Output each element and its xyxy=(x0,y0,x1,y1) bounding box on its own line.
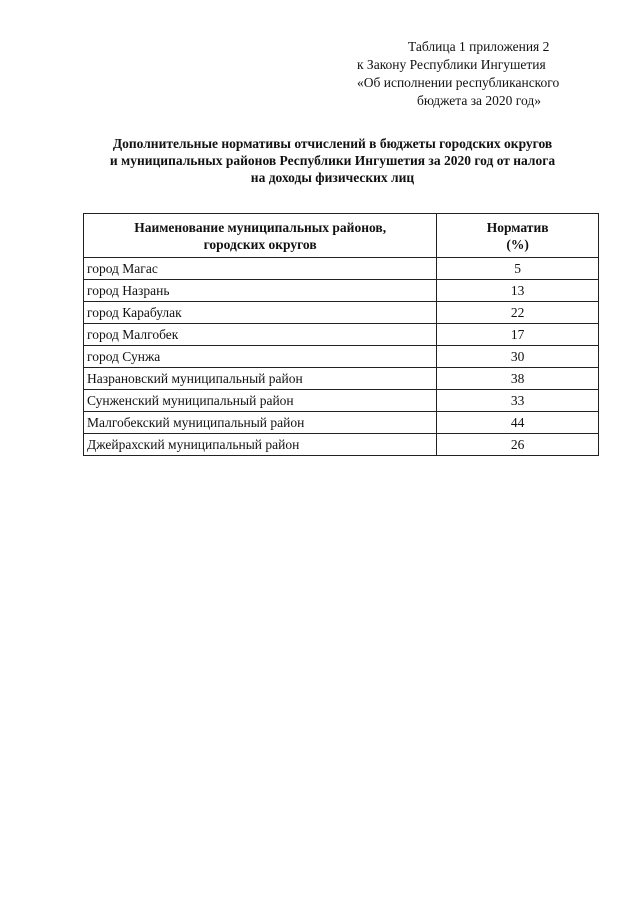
appendix-header-line: бюджета за 2020 год» xyxy=(417,93,541,108)
table-row xyxy=(84,434,599,456)
row-name: Джейрахский муниципальный район xyxy=(84,434,437,456)
column-header-name-line: Наименование муниципальных районов, xyxy=(134,220,387,235)
row-name: город Назрань xyxy=(84,280,437,302)
table-row xyxy=(84,412,599,434)
row-name: Сунженский муниципальный район xyxy=(84,390,437,412)
row-value: 5 xyxy=(437,258,599,280)
appendix-header-line: к Закону Республики Ингушетия xyxy=(357,57,546,72)
norms-table xyxy=(83,213,599,456)
table-row xyxy=(84,324,599,346)
column-header-name-line: городских округов xyxy=(203,237,317,252)
row-value: 26 xyxy=(437,434,599,456)
column-header-value-line: (%) xyxy=(506,237,529,252)
table-row xyxy=(84,302,599,324)
appendix-header-line: Таблица 1 приложения 2 xyxy=(408,39,550,54)
column-header-value-line: Норматив xyxy=(486,220,549,235)
column-header-name xyxy=(84,214,437,258)
row-name: город Малгобек xyxy=(84,324,437,346)
document-title-line: и муниципальных районов Республики Ингушетия за 2020 год от налога xyxy=(109,153,556,168)
row-name: Малгобекский муниципальный район xyxy=(84,412,437,434)
column-header-value xyxy=(437,214,599,258)
row-value: 33 xyxy=(437,390,599,412)
row-name: город Магас xyxy=(84,258,437,280)
row-value: 30 xyxy=(437,346,599,368)
appendix-header-line: «Об исполнении республиканского xyxy=(357,75,560,90)
table-row xyxy=(84,346,599,368)
row-value: 22 xyxy=(437,302,599,324)
row-name: город Карабулак xyxy=(84,302,437,324)
document-title-line: на доходы физических лиц xyxy=(250,170,415,185)
table-header-row xyxy=(84,214,599,258)
row-value: 38 xyxy=(437,368,599,390)
table-row xyxy=(84,280,599,302)
appendix-header xyxy=(330,38,620,110)
row-value: 13 xyxy=(437,280,599,302)
document-title xyxy=(60,135,605,186)
table-row xyxy=(84,258,599,280)
row-name: Назрановский муниципальный район xyxy=(84,368,437,390)
table-row xyxy=(84,368,599,390)
row-name: город Сунжа xyxy=(84,346,437,368)
document-title-line: Дополнительные нормативы отчислений в бюджеты городских округов xyxy=(112,136,553,151)
row-value: 44 xyxy=(437,412,599,434)
table-row xyxy=(84,390,599,412)
row-value: 17 xyxy=(437,324,599,346)
